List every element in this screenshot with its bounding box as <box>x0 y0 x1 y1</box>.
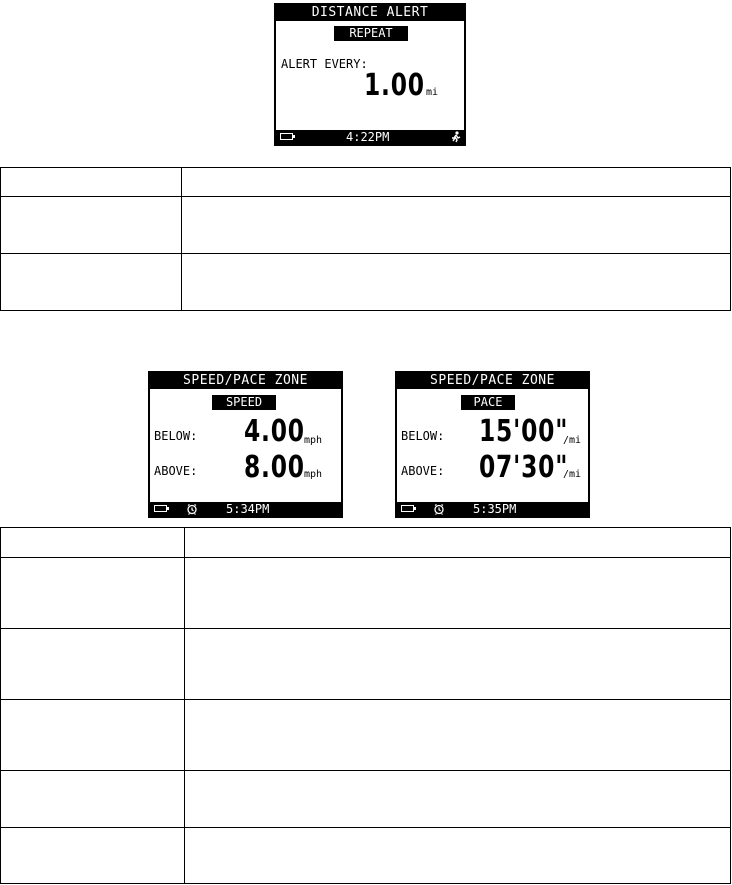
table-row <box>1 629 731 700</box>
below-speed-unit: mph <box>304 435 323 446</box>
clock-time: 5:34PM <box>226 502 270 516</box>
table-cell <box>185 771 731 828</box>
mode-badge: SPEED <box>212 395 276 410</box>
table-row <box>1 828 731 884</box>
table-row <box>1 558 731 629</box>
table-cell <box>182 254 731 311</box>
table-cell <box>1 197 182 254</box>
clock-time: 4:22PM <box>346 130 390 144</box>
below-label: BELOW: <box>401 429 445 443</box>
pace-zone-screen <box>395 371 590 518</box>
below-label: BELOW: <box>154 429 198 443</box>
table-cell <box>1 828 185 884</box>
table-cell <box>185 700 731 771</box>
above-speed-value: 8.00 <box>244 450 305 485</box>
above-pace-unit: /mi <box>563 469 582 480</box>
battery-icon <box>154 505 167 512</box>
table-cell <box>185 558 731 629</box>
zone-options-table <box>0 527 731 884</box>
table-row <box>1 700 731 771</box>
battery-icon <box>401 505 414 512</box>
screen-title: DISTANCE ALERT <box>276 5 464 21</box>
table-row <box>1 197 731 254</box>
status-bar <box>150 502 341 516</box>
above-pace-value: 07'30" <box>479 450 569 485</box>
alarm-icon <box>186 503 198 515</box>
speed-zone-screen <box>148 371 343 518</box>
screen-title: SPEED/PACE ZONE <box>397 373 588 389</box>
table-cell <box>1 700 185 771</box>
table-cell <box>182 168 731 197</box>
below-pace-unit: /mi <box>563 435 582 446</box>
mode-badge: PACE <box>461 395 515 410</box>
above-label: ABOVE: <box>401 464 445 478</box>
battery-icon <box>280 133 293 140</box>
mode-badge: REPEAT <box>334 26 408 41</box>
table-cell <box>185 629 731 700</box>
table-cell <box>1 528 185 558</box>
alert-distance-value: 1.00 <box>364 68 425 103</box>
table-cell <box>1 771 185 828</box>
below-pace-value: 15'00" <box>479 414 569 449</box>
table-header-row <box>1 168 731 197</box>
alert-every-label: ALERT EVERY: <box>281 57 368 71</box>
clock-time: 5:35PM <box>473 502 517 516</box>
distance-alert-screen <box>274 3 466 146</box>
distance-unit: mi <box>426 87 439 98</box>
status-bar <box>276 130 464 144</box>
alarm-icon <box>433 503 445 515</box>
table-cell <box>182 197 731 254</box>
screen-title: SPEED/PACE ZONE <box>150 373 341 389</box>
table-row <box>1 771 731 828</box>
below-speed-value: 4.00 <box>244 414 305 449</box>
table-cell <box>1 629 185 700</box>
runner-icon <box>450 131 462 143</box>
table-row <box>1 254 731 311</box>
status-bar <box>397 502 588 516</box>
above-label: ABOVE: <box>154 464 198 478</box>
table-header-row <box>1 528 731 558</box>
table-cell <box>185 828 731 884</box>
table-cell <box>185 528 731 558</box>
above-speed-unit: mph <box>304 469 323 480</box>
table-cell <box>1 558 185 629</box>
table-cell <box>1 254 182 311</box>
distance-options-table <box>0 167 731 311</box>
table-cell <box>1 168 182 197</box>
